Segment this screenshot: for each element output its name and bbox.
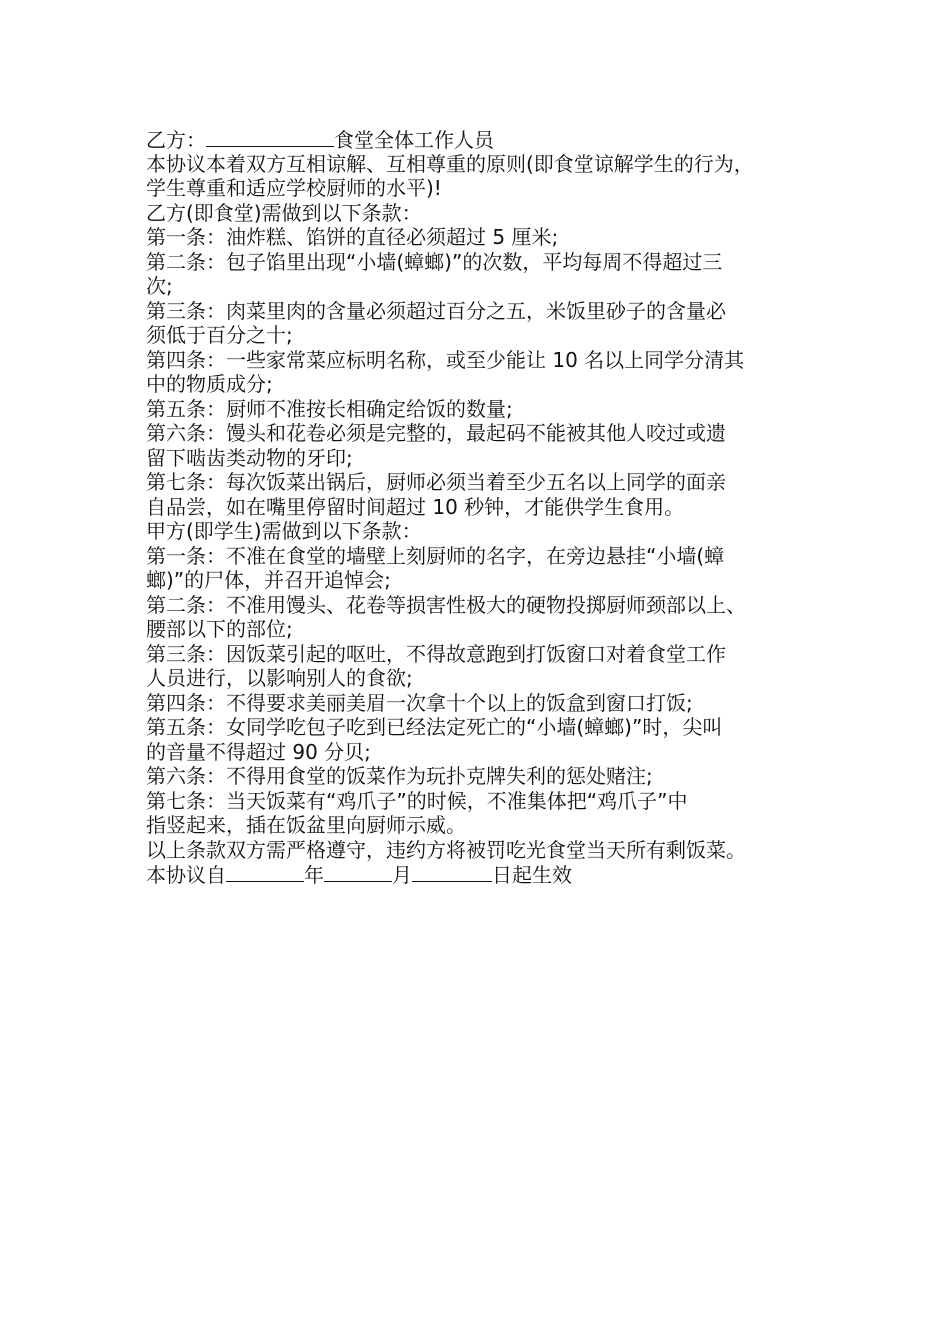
student-clause-line: 第七条：当天饭菜有“鸡爪子”的时候，不准集体把“鸡爪子”中: [146, 788, 688, 813]
canteen-clause-line: 第六条：馒头和花卷必须是完整的，最起码不能被其他人咬过或遗: [146, 421, 726, 445]
year-label: 年: [304, 863, 324, 887]
student-clause-line: 的音量不得超过 90 分贝;: [146, 739, 371, 764]
day-blank[interactable]: [412, 862, 492, 882]
canteen-clause-line: 第四条：一些家常菜应标明名称，或至少能让 10 名以上同学分清其: [146, 347, 745, 372]
student-clause-line: 第三条：因饭菜引起的呕吐，不得故意跑到打饭窗口对着食堂工作: [146, 641, 726, 666]
student-clause-line: 人员进行，以影响别人的食欲;: [146, 666, 413, 690]
effective-prefix: 本协议自: [146, 863, 226, 887]
canteen-clause-line: 第二条：包子馅里出现“小墙(蟑螂)”的次数，平均每周不得超过三: [146, 249, 723, 274]
student-clause-line: 第二条：不准用馒头、花卷等损害性极大的硬物投掷厨师颈部以上、: [146, 592, 746, 617]
party-b-line: [146, 127, 814, 152]
intro-line: 学生尊重和适应学校厨师的水平)!: [146, 176, 442, 200]
canteen-clause-line: 第七条：每次饭菜出锅后，厨师必须当着至少五名以上同学的面亲: [146, 470, 726, 494]
agreement-document: [146, 127, 814, 887]
canteen-clause-line: 须低于百分之十;: [146, 323, 293, 347]
student-section-heading: 甲方(即学生)需做到以下条款：: [146, 519, 422, 543]
student-clause-line: 第五条：女同学吃包子吃到已经法定死亡的“小墙(蟑螂)”时，尖叫: [146, 715, 723, 739]
student-clause-line: 第一条：不准在食堂的墙壁上刻厨师的名字，在旁边悬挂“小墙(蟑: [146, 543, 725, 568]
student-clause-line: 腰部以下的部位;: [146, 617, 293, 641]
party-b-blank[interactable]: [206, 127, 334, 147]
effective-suffix: 日起生效: [492, 863, 572, 887]
canteen-section-heading: 乙方(即食堂)需做到以下条款：: [146, 200, 422, 225]
canteen-clause-line: 自品尝，如在嘴里停留时间超过 10 秒钟，才能供学生食用。: [146, 494, 685, 519]
year-blank[interactable]: [226, 862, 304, 882]
month-label: 月: [392, 863, 412, 887]
effective-date-line: [146, 862, 814, 887]
month-blank[interactable]: [324, 862, 392, 882]
intro-line: 本协议本着双方互相谅解、互相尊重的原则(即食堂谅解学生的行为，: [146, 151, 754, 176]
canteen-clause-line: 第一条：油炸糕、馅饼的直径必须超过 5 厘米;: [146, 225, 559, 249]
canteen-clause-line: 次;: [146, 274, 173, 298]
penalty-line: 以上条款双方需严格遵守，违约方将被罚吃光食堂当天所有剩饭菜。: [146, 837, 746, 862]
canteen-clause-line: 第五条：厨师不准按长相确定给饭的数量;: [146, 396, 513, 421]
party-b-suffix: 食堂全体工作人员: [334, 128, 494, 152]
party-b-prefix: 乙方：: [146, 128, 206, 152]
canteen-clause-line: 中的物质成分;: [146, 372, 273, 396]
student-clause-line: 螂)”的尸体，并召开追悼会;: [146, 568, 391, 592]
student-clause-line: 指竖起来，插在饭盆里向厨师示威。: [146, 813, 466, 837]
canteen-clause-line: 留下啮齿类动物的牙印;: [146, 445, 353, 470]
student-clause-line: 第六条：不得用食堂的饭菜作为玩扑克牌失利的惩处赌注;: [146, 764, 653, 788]
canteen-clause-line: 第三条：肉菜里肉的含量必须超过百分之五，米饭里砂子的含量必: [146, 298, 726, 323]
student-clause-line: 第四条：不得要求美丽美眉一次拿十个以上的饭盒到窗口打饭;: [146, 690, 693, 715]
